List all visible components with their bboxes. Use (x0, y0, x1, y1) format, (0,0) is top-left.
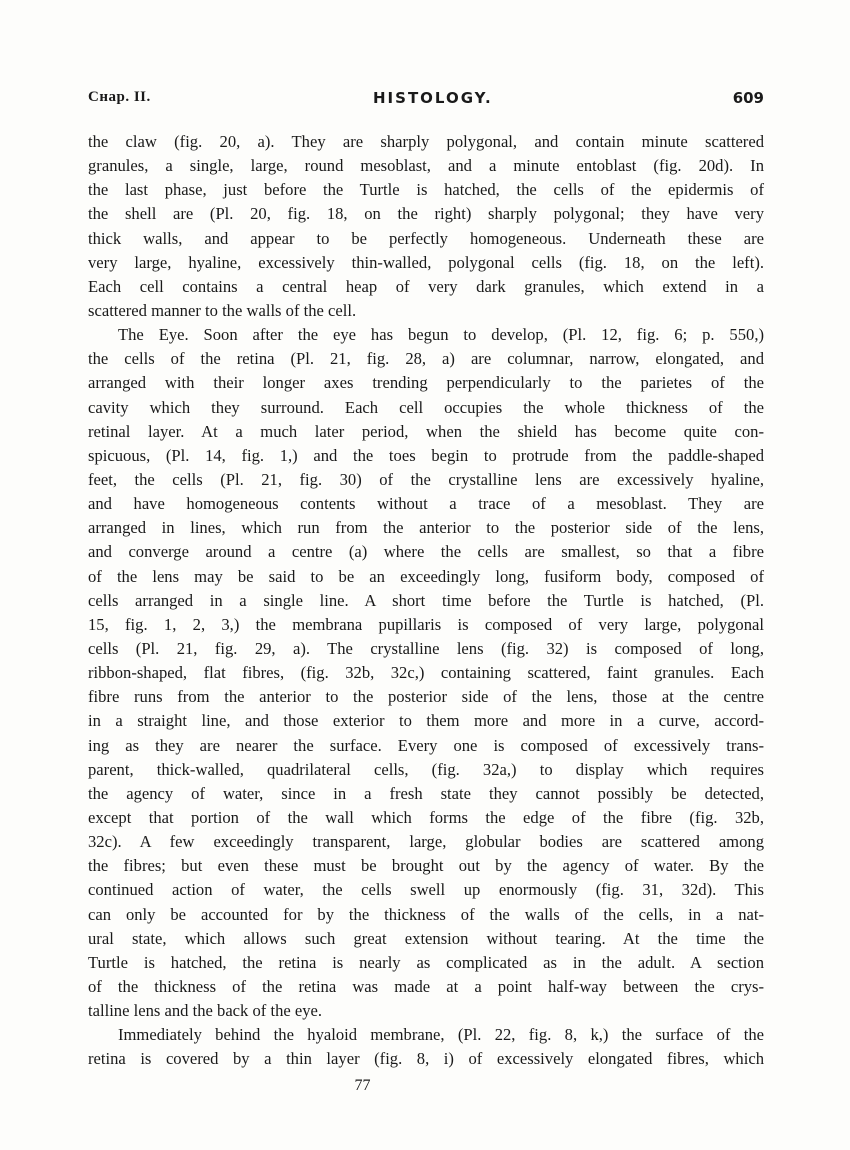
text-line: and converge around a centre (a) where the cells are smallest, so that a fibre (88, 542, 764, 562)
running-title: HISTOLOGY. (373, 89, 493, 107)
text-line: of the thickness of the retina was made at a point half-way between the crys- (88, 976, 764, 996)
text-line: ing as they are nearer the surface. Every one is composed of excessively trans- (88, 735, 764, 755)
signature-mark: 77 (354, 1077, 371, 1094)
text-line: spicuous, (Pl. 14, fig. 1,) and the toes begin to protrude from the paddle-shaped (88, 445, 764, 465)
text-line: the shell are (Pl. 20, fig. 18, on the right) sharply polygonal; they have very (88, 204, 764, 224)
text-line: 15, fig. 1, 2, 3,) the membrana pupillaris is composed of very large, polygonal (88, 614, 764, 634)
text-line: except that portion of the wall which forms the edge of the fibre (fig. 32b, (88, 807, 764, 827)
text-line: and have homogeneous contents without a trace of a mesoblast. They are (88, 494, 764, 514)
text-line: the fibres; but even these must be brought out by the agency of water. By the (88, 856, 764, 876)
text-line: parent, thick-walled, quadrilateral cells, (fig. 32a,) to display which requires (88, 759, 764, 779)
text-line: retinal layer. At a much later period, when the shield has become quite con- (88, 421, 764, 441)
running-header (88, 89, 764, 115)
text-line: the claw (fig. 20, a). They are sharply polygonal, and contain minute scattered (88, 132, 764, 151)
text-line: can only be accounted for by the thickness of the walls of the cells, in a nat- (88, 904, 764, 924)
text-line: arranged with their longer axes trending perpendicularly to the parietes of the (88, 373, 764, 393)
text-line: 32c). A few exceedingly transparent, large, globular bodies are scattered among (88, 832, 764, 852)
text-line: continued action of water, the cells swell up enormously (fig. 31, 32d). This (88, 880, 764, 900)
text-line: cavity which they surround. Each cell occupies the whole thickness of the (88, 397, 764, 417)
text-line: cells (Pl. 21, fig. 29, a). The crystalline lens (fig. 32) is composed of long, (88, 638, 764, 658)
text-line: the cells of the retina (Pl. 21, fig. 28, a) are columnar, narrow, elongated, and (88, 349, 764, 369)
text-line: retina is covered by a thin layer (fig. 8, i) of excessively elongated fibres, which (88, 1049, 764, 1069)
text-line: ural state, which allows such great extension without tearing. At the time the (88, 928, 764, 948)
text-line: granules, a single, large, round mesoblast, and a minute entoblast (fig. 20d). In (88, 156, 764, 176)
text-line: the agency of water, since in a fresh state they cannot possibly be detected, (88, 783, 764, 803)
page-number: 609 (732, 89, 764, 107)
text-line: very large, hyaline, excessively thin-walled, polygonal cells (fig. 18, on the left). (88, 252, 764, 272)
text-line: cells arranged in a single line. A short time before the Turtle is hatched, (Pl. (88, 590, 764, 610)
text-line: of the lens may be said to be an exceedingly long, fusiform body, composed of (88, 566, 764, 586)
text-line: the last phase, just before the Turtle is hatched, the cells of the epidermis of (88, 180, 764, 200)
text-line: Turtle is hatched, the retina is nearly as complicated as in the adult. A section (88, 952, 764, 972)
text-line: talline lens and the back of the eye. (88, 1001, 323, 1021)
text-line: arranged in lines, which run from the anterior to the posterior side of the lens, (88, 518, 764, 538)
text-line: Each cell contains a central heap of very dark granules, which extend in a (88, 276, 764, 296)
text-line: thick walls, and appear to be perfectly homogeneous. Underneath these are (88, 228, 764, 248)
text-line: Immediately behind the hyaloid membrane, (Pl. 22, fig. 8, k,) the surface of the (118, 1025, 764, 1045)
text-line: ribbon-shaped, flat fibres, (fig. 32b, 32c,) containing scattered, faint granules. Each (88, 663, 764, 683)
text-line: in a straight line, and those exterior to them more and more in a curve, accord- (88, 711, 764, 731)
chapter-label: Cнар. II. (88, 89, 151, 105)
text-line: scattered manner to the walls of the cell. (88, 300, 357, 320)
text-line: fibre runs from the anterior to the posterior side of the lens, those at the centre (88, 687, 764, 707)
text-line: The Eye. Soon after the eye has begun to develop, (Pl. 12, fig. 6; p. 550,) (118, 325, 764, 345)
text-line: feet, the cells (Pl. 21, fig. 30) of the crystalline lens are excessively hyaline, (88, 469, 764, 489)
body-text (88, 130, 764, 1071)
